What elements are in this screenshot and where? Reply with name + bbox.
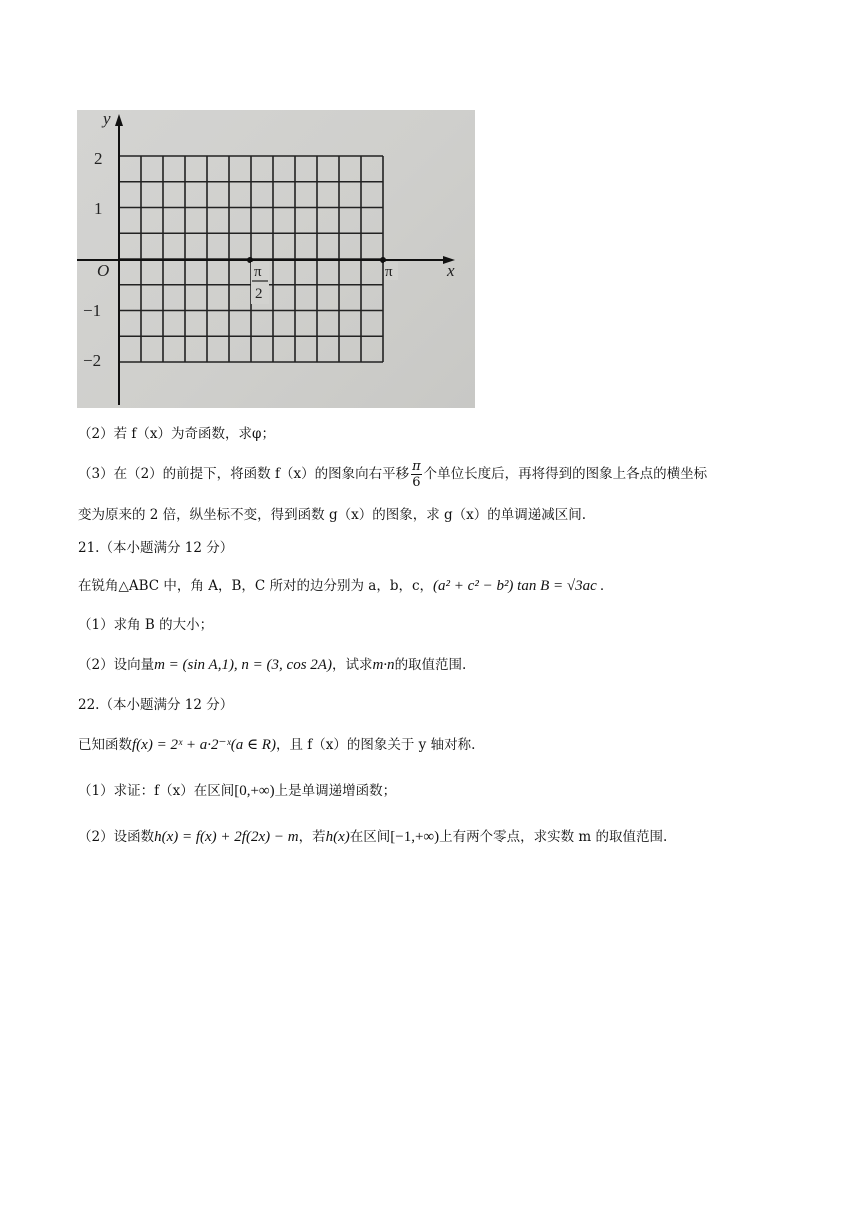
pi-label: π bbox=[385, 264, 393, 280]
q22-part2 bbox=[78, 825, 667, 849]
y-tick-2: 2 bbox=[94, 149, 103, 168]
q21-part2-dot-product: m·n bbox=[372, 657, 395, 673]
y-tick-neg2: −2 bbox=[83, 351, 102, 370]
pi-over-6-fraction bbox=[411, 459, 422, 490]
grid-figure bbox=[77, 110, 475, 408]
y-tick-1: 1 bbox=[94, 199, 103, 218]
q22-part1-text-a: （1）求证：f（x）在区间 bbox=[78, 783, 235, 799]
q22-part1-interval: [0,+∞) bbox=[234, 783, 275, 799]
y-axis-arrow-icon bbox=[115, 114, 123, 126]
q22-stem-text-a: 已知函数 bbox=[78, 737, 132, 753]
x-axis-label: x bbox=[447, 261, 455, 280]
q21-part2-text-b: ，试求 bbox=[331, 657, 373, 673]
q22-part2-text-a: （2）设函数 bbox=[78, 829, 155, 845]
q22-part2-text-b: ，若 bbox=[298, 829, 326, 845]
q22-part2-interval: [−1,+∞) bbox=[390, 829, 440, 845]
q22-part1-text-b: 上是单调递增函数； bbox=[274, 783, 397, 799]
q21-part2 bbox=[78, 655, 466, 675]
q21-header: 21.（本小题满分 12 分） bbox=[78, 540, 234, 556]
q22-part2-formula: h(x) = f(x) + 2f(2x) − m bbox=[154, 829, 299, 845]
fraction-denominator: 6 bbox=[412, 475, 421, 490]
q20-part2: （2）若 f（x）为奇函数，求φ； bbox=[78, 426, 275, 442]
q22-stem-text-b: ，且 f（x）的图象关于 y 轴对称. bbox=[275, 737, 476, 753]
y-axis-label: y bbox=[103, 110, 111, 128]
q22-header: 22.（本小题满分 12 分） bbox=[78, 697, 234, 713]
q22-part2-text-c: 在区间 bbox=[349, 829, 391, 845]
fraction-numerator: π bbox=[412, 459, 421, 474]
q22-stem-formula: f(x) = 2ˣ + a·2⁻ˣ(a ∈ R) bbox=[132, 737, 276, 753]
y-tick-neg1: −1 bbox=[83, 301, 102, 320]
grid-figure-photo bbox=[77, 110, 475, 408]
pi-half-denominator: 2 bbox=[255, 286, 263, 302]
pi-half-numerator: π bbox=[254, 264, 262, 280]
q20-part3-text-b: 个单位长度后，再将得到的图象上各点的横坐标 bbox=[423, 466, 708, 482]
q21-part1: （1）求角 B 的大小； bbox=[78, 617, 214, 633]
q21-part2-text-c: 的取值范围. bbox=[394, 657, 467, 673]
q21-part2-text-a: （2）设向量 bbox=[78, 657, 155, 673]
origin-label: O bbox=[97, 261, 110, 280]
q21-stem-text: 在锐角△ABC 中，角 A，B，C 所对的边分别为 a，b，c， bbox=[78, 578, 434, 594]
q21-stem bbox=[78, 574, 604, 598]
q21-part2-vectors: m = (sin A,1), n = (3, cos 2A) bbox=[154, 657, 332, 673]
q20-part3-line2: 变为原来的 2 倍，纵坐标不变，得到函数 g（x）的图象，求 g（x）的单调递减区间. bbox=[78, 507, 587, 523]
q22-part1 bbox=[78, 779, 396, 803]
q22-stem bbox=[78, 733, 475, 757]
q20-part3-text-a: （3）在（2）的前提下，将函数 f（x）的图象向右平移 bbox=[78, 466, 410, 482]
q20-part3-line1 bbox=[78, 456, 707, 492]
q21-stem-formula: (a² + c² − b²) tan B = √3ac . bbox=[433, 578, 605, 594]
q22-part2-hx: h(x) bbox=[325, 829, 350, 845]
q22-part2-text-d: 上有两个零点，求实数 m 的取值范围. bbox=[439, 829, 668, 845]
